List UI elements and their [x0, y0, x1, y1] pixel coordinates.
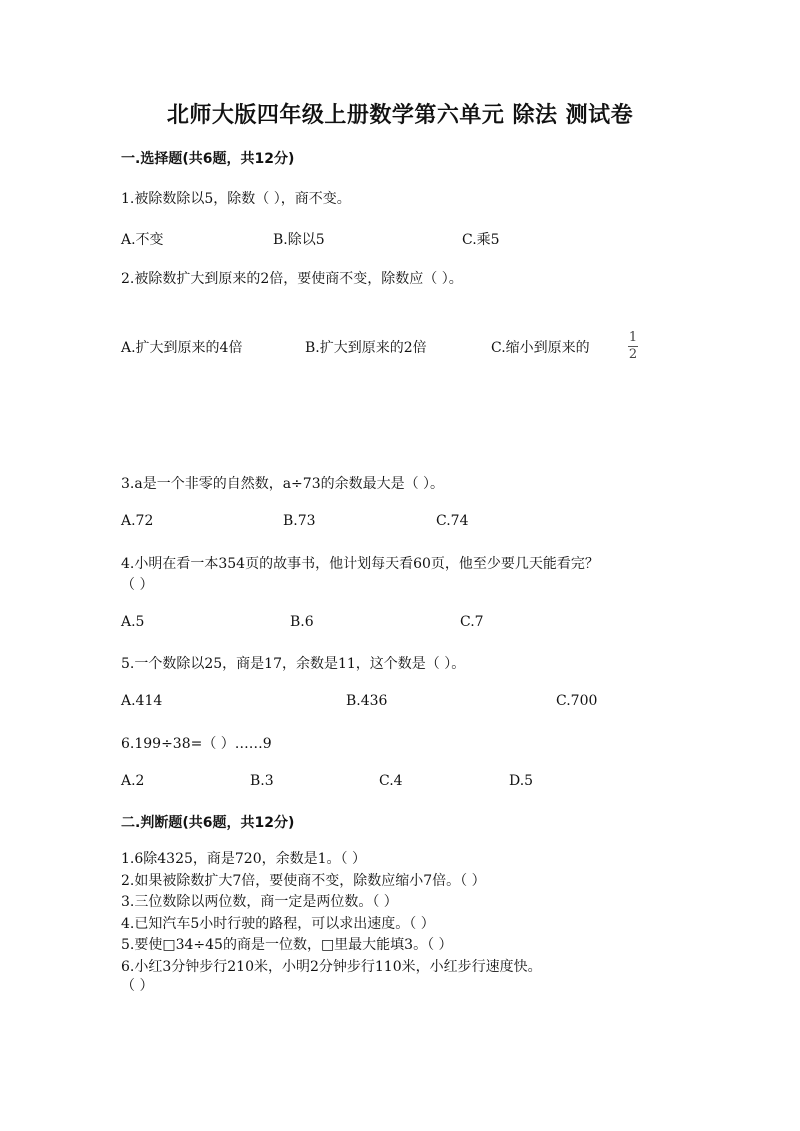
judge-item-3: 3.三位数除以两位数，商一定是两位数。（ ）	[121, 894, 398, 910]
q6-option-d: D.5	[509, 773, 534, 789]
question-4: 4.小明在看一本354页的故事书，他计划每天看60页，他至少要几天能看完？	[121, 556, 599, 572]
q3-option-a: A.72	[121, 513, 154, 529]
q2-option-b: B.扩大到原来的2倍	[305, 340, 427, 356]
question-5: 5.一个数除以25，商是17，余数是11，这个数是（ ）。	[121, 656, 466, 672]
q2-option-a: A.扩大到原来的4倍	[121, 340, 243, 356]
q3-option-b: B.73	[283, 513, 316, 529]
q4-option-c: C.7	[460, 614, 484, 630]
q1-option-c: C.乘5	[462, 232, 500, 248]
q6-option-c: C.4	[379, 773, 403, 789]
judge-item-1: 1.6除4325，商是720，余数是1。（ ）	[121, 851, 366, 867]
page-title: 北师大版四年级上册数学第六单元 除法 测试卷	[166, 103, 634, 128]
question-3: 3.a是一个非零的自然数，a÷73的余数最大是（ ）。	[121, 476, 445, 492]
q4-option-b: B.6	[290, 614, 314, 630]
judge-item-2: 2.如果被除数扩大7倍，要使商不变，除数应缩小7倍。（ ）	[121, 873, 486, 889]
q5-option-b: B.436	[346, 693, 388, 709]
question-2: 2.被除数扩大到原来的2倍，要使商不变，除数应（ ）。	[121, 271, 463, 287]
judge-item-4: 4.已知汽车5小时行驶的路程，可以求出速度。（ ）	[121, 916, 435, 932]
q4-option-a: A.5	[121, 614, 145, 630]
judge-item-6: 6.小红3分钟步行210米，小明2分钟步行110米，小红步行速度快。	[121, 959, 542, 975]
fraction-denominator: 2	[628, 347, 638, 362]
q1-option-b: B.除以5	[273, 232, 325, 248]
judge-item-5: 5.要使□34÷45的商是一位数，□里最大能填3。（ ）	[121, 937, 453, 953]
q3-option-c: C.74	[436, 513, 469, 529]
q6-option-b: B.3	[250, 773, 274, 789]
q1-option-a: A.不变	[121, 232, 164, 248]
q5-option-a: A.414	[121, 693, 163, 709]
question-4-blank: （ ）	[121, 577, 154, 593]
question-1: 1.被除数除以5，除数（ ），商不变。	[121, 191, 351, 207]
q2-fraction	[628, 331, 638, 362]
question-6: 6.199÷38=（ ）……9	[121, 736, 272, 752]
judge-item-6-blank: （ ）	[121, 978, 154, 994]
q2-option-c: C.缩小到原来的	[491, 340, 590, 356]
q6-option-a: A.2	[121, 773, 145, 789]
fraction-numerator: 1	[628, 330, 638, 345]
section-heading-judge: 二.判断题(共6题，共12分)	[121, 815, 295, 831]
section-heading-choice: 一.选择题(共6题，共12分)	[121, 151, 295, 167]
q5-option-c: C.700	[556, 693, 598, 709]
